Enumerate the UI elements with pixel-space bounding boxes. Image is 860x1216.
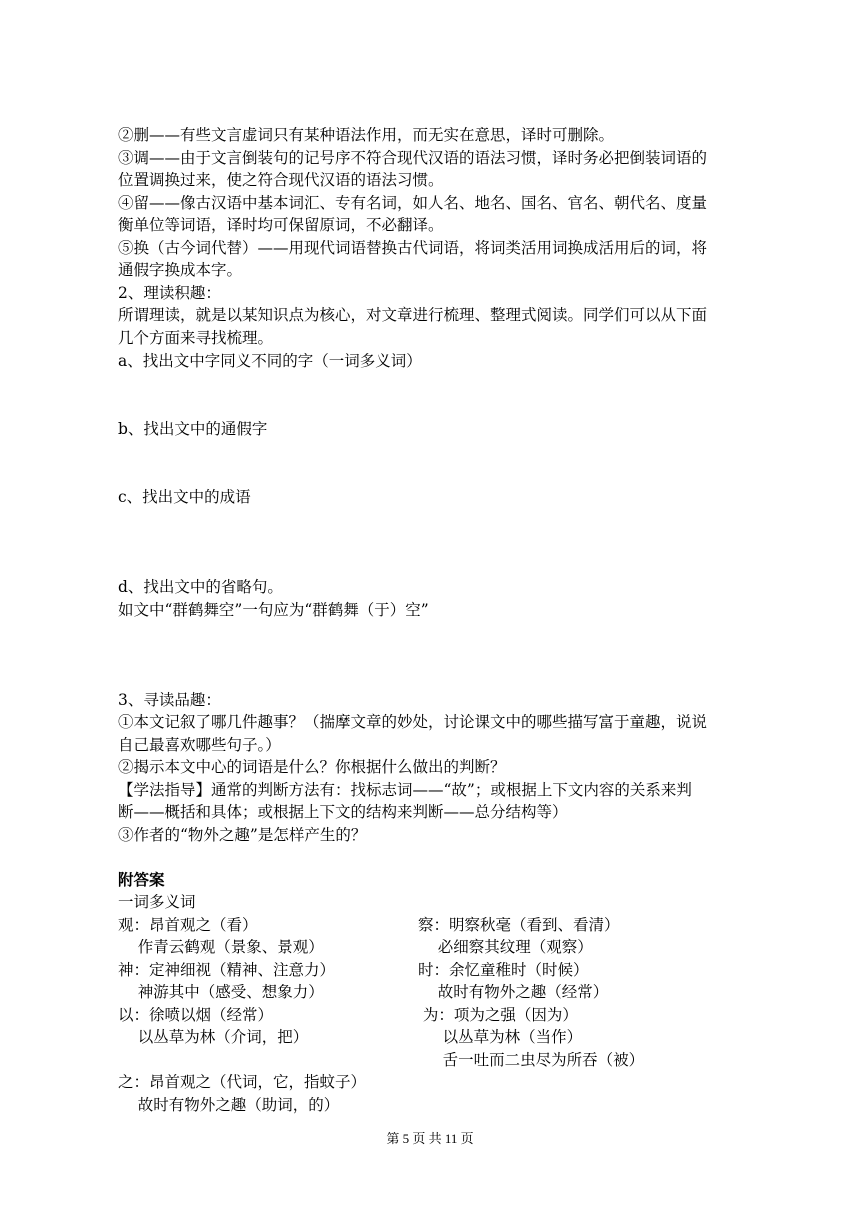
- section3-heading: 3、寻读品趣：: [118, 691, 221, 709]
- task-d-example: 如文中“群鹤舞空”一句应为“群鹤舞（于）空”: [118, 601, 429, 619]
- study-guide-line1: 【学法指导】通常的判断方法有：找标志词——“故”；或根据上下文内容的关系来判: [118, 781, 692, 799]
- answer-zhi-2: 故时有物外之趣（助词，的）: [118, 1096, 340, 1114]
- question3: ③作者的“物外之趣”是怎样产生的？: [118, 826, 367, 844]
- answers-heading: 附答案: [118, 870, 165, 889]
- answer-left-4: 神游其中（感受、想象力）: [118, 983, 324, 1001]
- answer-left-5: 以：徐喷以烟（经常）: [118, 1006, 274, 1024]
- answer-right-7: 舌一吐而二虫尽为所吞（被）: [418, 1051, 645, 1069]
- task-c: c、找出文中的成语: [118, 488, 251, 506]
- answer-left-6: 以丛草为林（介词，把）: [118, 1028, 309, 1046]
- method-replace-line2: 通假字换成本字。: [118, 261, 243, 279]
- method-keep-line1: ④留——像古汉语中基本词汇、专有名词，如人名、地名、国名、官名、朝代名、度量: [118, 194, 708, 212]
- answer-zhi-1: 之：昂首观之（代词，它，指蚊子）: [118, 1073, 367, 1091]
- method-keep-line2: 衡单位等词语，译时均可保留原词，不必翻译。: [118, 216, 444, 234]
- answer-right-6: 以丛草为林（当作）: [418, 1028, 583, 1046]
- answer-right-3: 时：余忆童稚时（时候）: [418, 961, 589, 979]
- task-b: b、找出文中的通假字: [118, 420, 268, 438]
- task-d: d、找出文中的省略句。: [118, 578, 283, 596]
- method-adjust-line1: ③调——由于文言倒装句的记号序不符合现代汉语的语法习惯，译时务必把倒装词语的: [118, 149, 708, 167]
- answers-subheading: 一词多义词: [118, 893, 196, 911]
- question1-line1: ①本文记叙了哪几件趣事？（揣摩文章的妙处，讨论课文中的哪些描写富于童趣，说说: [118, 713, 708, 731]
- answer-right-2: 必细察其纹理（观察）: [418, 938, 593, 956]
- question1-line2: 自己最喜欢哪些句子。）: [118, 736, 281, 754]
- answer-right-4: 故时有物外之趣（经常）: [418, 983, 609, 1001]
- method-delete: ②删——有些文言虚词只有某种语法作用，而无实在意思，译时可删除。: [118, 126, 615, 144]
- answer-right-1: 察：明察秋毫（看到、看清）: [418, 916, 620, 934]
- page-footer: 第 5 页 共 11 页: [386, 1131, 474, 1146]
- question2: ②揭示本文中心的词语是什么？你根据什么做出的判断？: [118, 758, 506, 776]
- answer-left-3: 神：定神细视（精神、注意力）: [118, 961, 336, 979]
- section2-intro-line2: 几个方面来寻找梳理。: [118, 329, 274, 347]
- answer-right-5: 为：项为之强（因为）: [418, 1006, 578, 1024]
- section2-heading: 2、理读积趣：: [118, 284, 221, 302]
- method-adjust-line2: 位置调换过来，使之符合现代汉语的语法习惯。: [118, 171, 444, 189]
- study-guide-line2: 断——概括和具体；或根据上下文的结构来判断——总分结构等）: [118, 803, 568, 821]
- answer-left-2: 作青云鹤观（景象、景观）: [118, 938, 324, 956]
- method-replace-line1: ⑤换（古今词代替）——用现代词语替换古代词语，将词类活用词换成活用后的词，将: [118, 239, 708, 257]
- section2-intro-line1: 所谓理读，就是以某知识点为核心，对文章进行梳理、整理式阅读。同学们可以从下面: [118, 306, 708, 324]
- answer-left-1: 观：昂首观之（看）: [118, 916, 258, 934]
- task-a: a、找出文中字同义不同的字（一词多义词）: [118, 352, 422, 370]
